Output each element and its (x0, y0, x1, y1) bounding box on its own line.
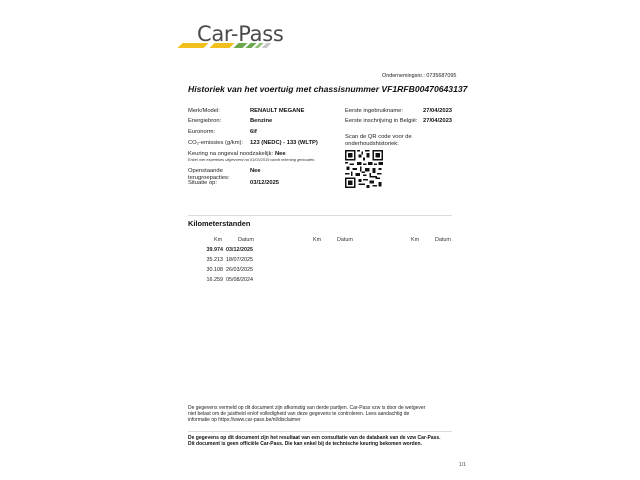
mileage-title: Kilometerstanden (188, 219, 251, 228)
entry-km: 30.108 (206, 267, 223, 273)
disclaimer-line: De gegevens vermeld op dit document zijn afkomstig van derde partijen. Car-Pass vzw is door de wetgever (188, 405, 426, 411)
label-first-use: Eerste ingebruikname: (345, 108, 403, 114)
disclaimer (188, 405, 470, 424)
value-euronorm: 6if (250, 129, 257, 135)
label-euronorm: Euronorm: (188, 129, 216, 135)
entry-date: 05/08/2024 (226, 277, 253, 283)
value-co2: 123 (NEDC) - 133 (WLTP) (250, 140, 318, 146)
col2-date-header: Datum (337, 237, 353, 243)
entry-km: 35.213 (206, 257, 223, 263)
page-number: 1/1 (459, 462, 466, 468)
qr-caption-2: onderhoudshistoriek: (345, 141, 399, 147)
qr-caption-1: Scan de QR code voor de (345, 134, 412, 140)
value-situation: 03/12/2025 (250, 180, 280, 186)
entry-km: 16.259 (206, 277, 223, 283)
label-situation: Situatie op: (188, 180, 218, 186)
disclaimer-line: niet belast om de juistheid en/of volledigheid van deze gegevens te controleren. Lees aandachtig de (188, 411, 410, 418)
notice-line: Dit document is geen officiële Car-Pass. Die kan enkel bij de technische keuring bekomen worden. (188, 441, 422, 448)
notice (188, 435, 470, 447)
label-co2: CO₂-emissies (g/km): (188, 140, 244, 146)
value-recalls: Nee (250, 168, 261, 174)
label-first-registration: Eerste inschrijving in België: (345, 118, 418, 124)
divider-bottom (188, 431, 452, 432)
label-recalls-1: Openstaande (188, 168, 223, 174)
entry-km: 39.974 (206, 247, 223, 253)
label-brand-model: Merk/Model: (188, 108, 220, 114)
col1-date-header: Datum (238, 237, 254, 243)
col3-km-header: Km (411, 237, 420, 243)
col2-km-header: Km (313, 237, 322, 243)
value-energy: Benzine (250, 118, 273, 124)
value-brand-model: RENAULT MEGANE (250, 108, 305, 114)
label-accident-inspection: Keuring na ongeval noodzakelijk: (188, 151, 274, 157)
value-first-use: 27/04/2023 (423, 108, 453, 114)
value-accident-inspection: Nee (275, 151, 286, 157)
label-recalls-2: terugroepacties: (188, 175, 230, 181)
notice-line: De gegevens op dit document zijn het resultaat van een consultatie van de databank van de vzw Car-Pass. (188, 435, 441, 441)
logo-text: Car-Pass (197, 22, 284, 46)
company-number: Ondernemingsnr.: 0735687095 (382, 73, 457, 79)
entry-date: 18/07/2025 (226, 257, 253, 263)
label-energy: Energiebron: (188, 118, 222, 124)
accident-note: Enkel met expertises uitgevoerd na 01/03/2019 wordt rekening gehouden. (188, 157, 316, 162)
entry-date: 03/12/2025 (226, 247, 253, 253)
disclaimer-link[interactable]: informatie op https://www.car-pass.be/nl/disclaimer (188, 417, 301, 424)
page-title: Historiek van het voertuig met chassisnummer VF1RFB00470643137 (188, 84, 468, 94)
col1-km-header: Km (214, 237, 223, 243)
value-first-registration: 27/04/2023 (423, 118, 453, 124)
entry-date: 26/03/2025 (226, 267, 253, 273)
col3-date-header: Datum (435, 237, 451, 243)
qr-code[interactable] (345, 150, 383, 188)
divider-top (188, 215, 452, 216)
